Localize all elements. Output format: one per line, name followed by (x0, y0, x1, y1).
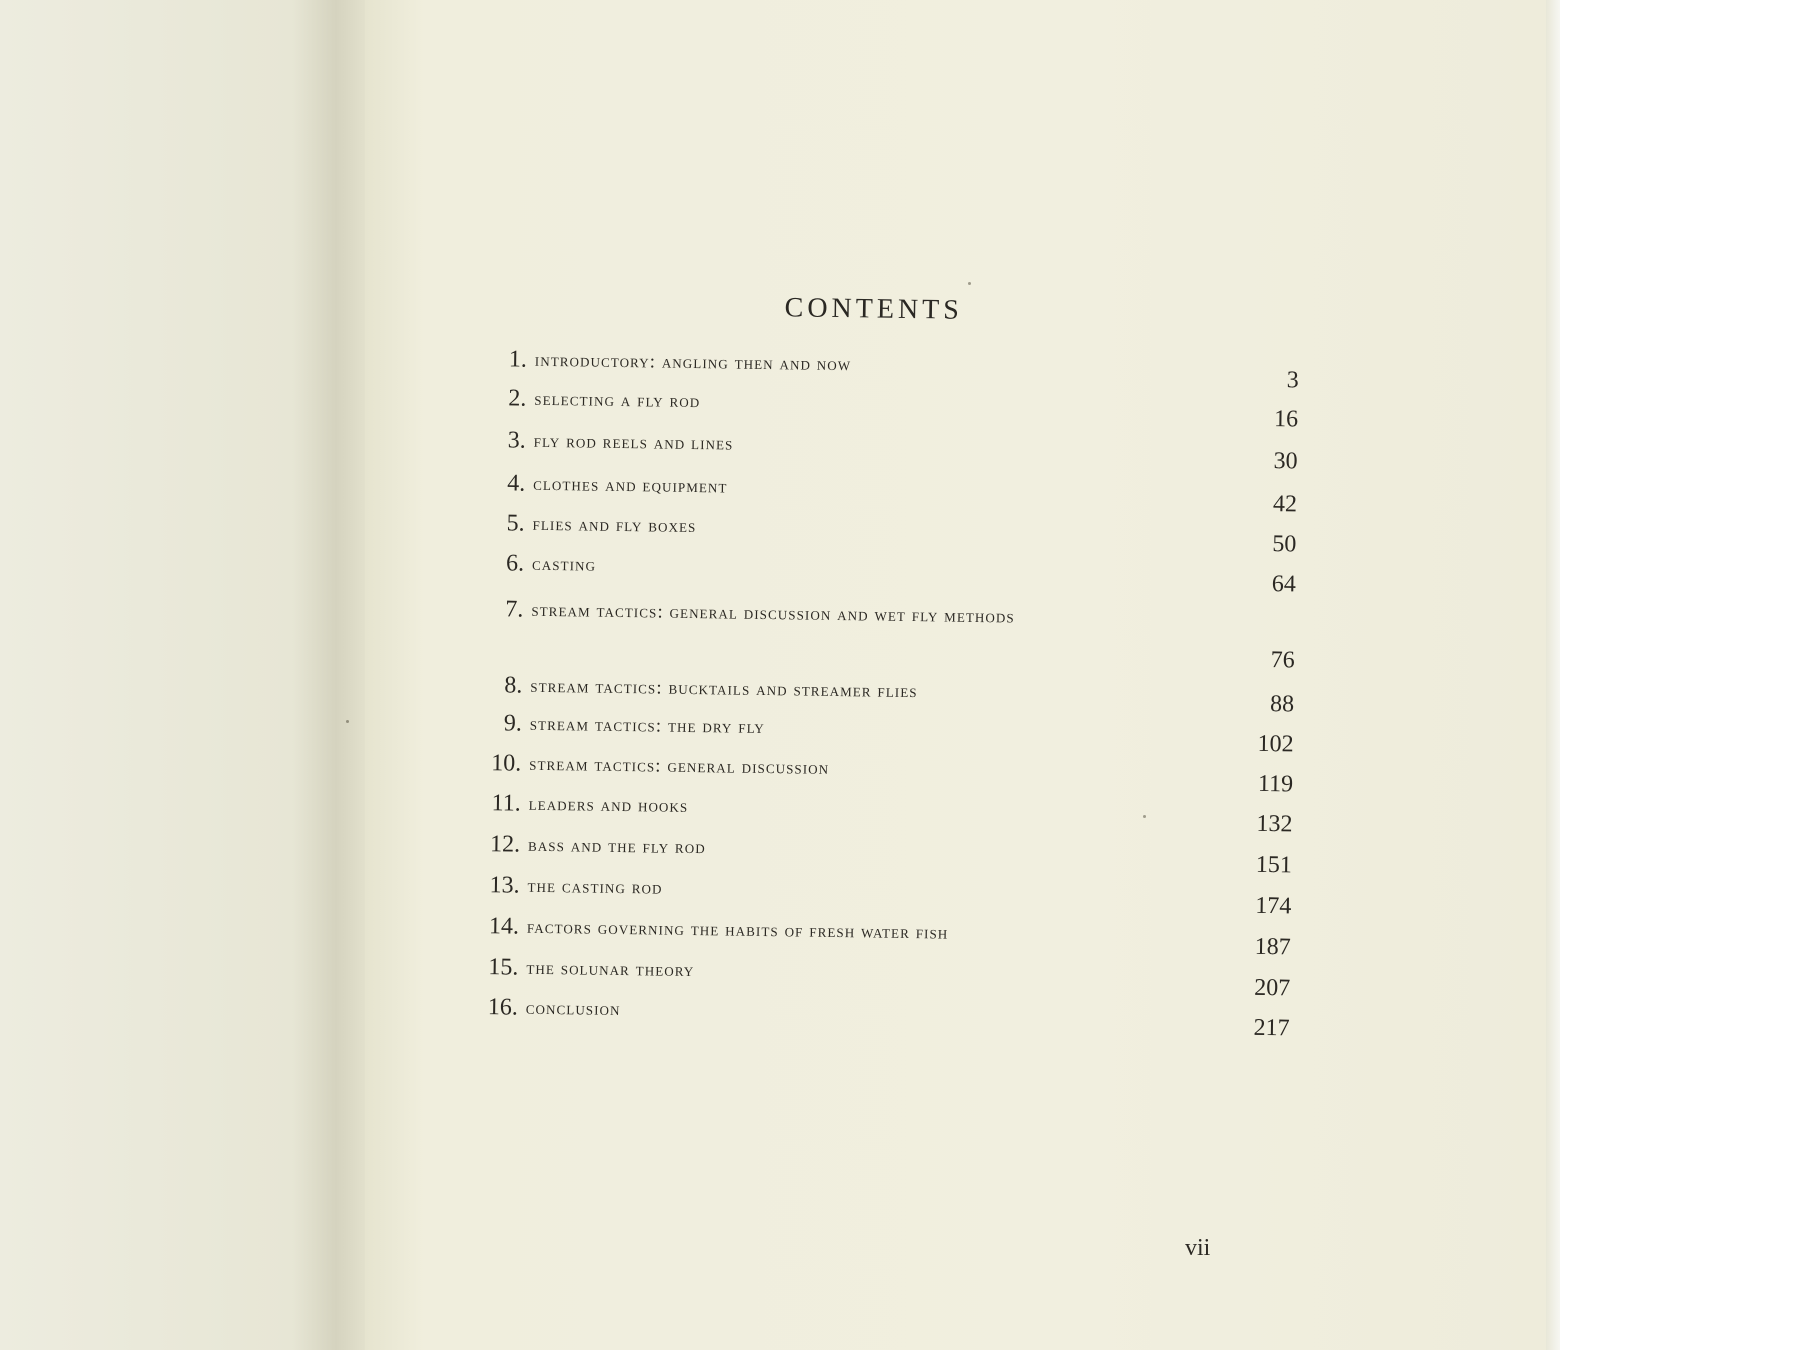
paper-speck (346, 720, 349, 723)
paper-speck (1143, 815, 1146, 818)
chapter-number: 1. (508, 346, 528, 373)
chapter-title: clothes and equipment (533, 473, 728, 498)
chapter-page-number: 132 (1256, 810, 1293, 838)
chapter-title: leaders and hooks (528, 793, 689, 817)
chapter-title: introductory: angling then and now (534, 349, 852, 376)
chapter-page-number: 3 (1286, 367, 1299, 394)
chapter-number: 11. (491, 790, 521, 817)
chapter-title: stream tactics: the dry fly (529, 713, 766, 739)
chapter-page-number: 174 (1255, 892, 1292, 920)
chapter-title: the casting rod (527, 875, 663, 899)
chapter-number: 6. (505, 550, 525, 577)
chapter-number: 2. (508, 385, 527, 412)
chapter-number: 9. (503, 710, 522, 737)
chapter-title: stream tactics: general discussion and wet fly methods (531, 599, 1015, 628)
left-page (0, 0, 365, 1350)
chapter-title: flies and fly boxes (532, 513, 697, 538)
chapter-page-number: 217 (1253, 1014, 1290, 1042)
chapter-page-number: 42 (1272, 491, 1298, 518)
chapter-page-number: 119 (1257, 770, 1294, 798)
chapter-number: 14. (488, 913, 520, 940)
chapter-title: selecting a fly rod (534, 388, 701, 413)
chapter-title: the solunar theory (526, 957, 695, 982)
chapter-title: bass and the fly rod (527, 834, 706, 859)
chapter-title: fly rod reels and lines (533, 430, 734, 455)
chapter-page-number: 50 (1272, 531, 1297, 558)
chapter-number: 10. (491, 750, 522, 777)
chapter-number: 8. (504, 672, 523, 699)
chapter-title: stream tactics: bucktails and streamer flies (530, 675, 918, 703)
chapter-title: factors governing the habits of fresh water fish (526, 916, 949, 944)
chapter-number: 7. (505, 596, 524, 623)
page-edge (1546, 0, 1560, 1350)
paper-speck (968, 282, 971, 285)
chapter-number: 13. (489, 872, 520, 899)
chapter-page-number: 64 (1271, 571, 1297, 598)
chapter-page-number: 151 (1255, 851, 1293, 879)
chapter-page-number: 187 (1254, 933, 1291, 961)
chapter-number: 15. (488, 954, 519, 981)
chapter-number: 5. (506, 510, 525, 537)
chapter-page-number: 102 (1257, 730, 1294, 758)
chapter-page-number: 76 (1270, 647, 1295, 674)
chapter-title: conclusion (525, 997, 621, 1021)
page-title: CONTENTS (784, 292, 964, 326)
chapter-number: 3. (507, 427, 526, 454)
chapter-number: 16. (487, 994, 519, 1021)
bleed-through-text (185, 285, 385, 445)
chapter-page-number: 30 (1273, 448, 1298, 475)
chapter-number: 4. (506, 470, 526, 497)
chapter-page-number: 207 (1254, 974, 1291, 1002)
chapter-number: 12. (489, 831, 521, 858)
chapter-title: stream tactics: general discussion (529, 753, 830, 779)
chapter-page-number: 16 (1273, 406, 1299, 433)
chapter-title: casting (531, 553, 597, 576)
chapter-page-number: 88 (1269, 691, 1295, 718)
page-number: vii (1185, 1235, 1211, 1261)
